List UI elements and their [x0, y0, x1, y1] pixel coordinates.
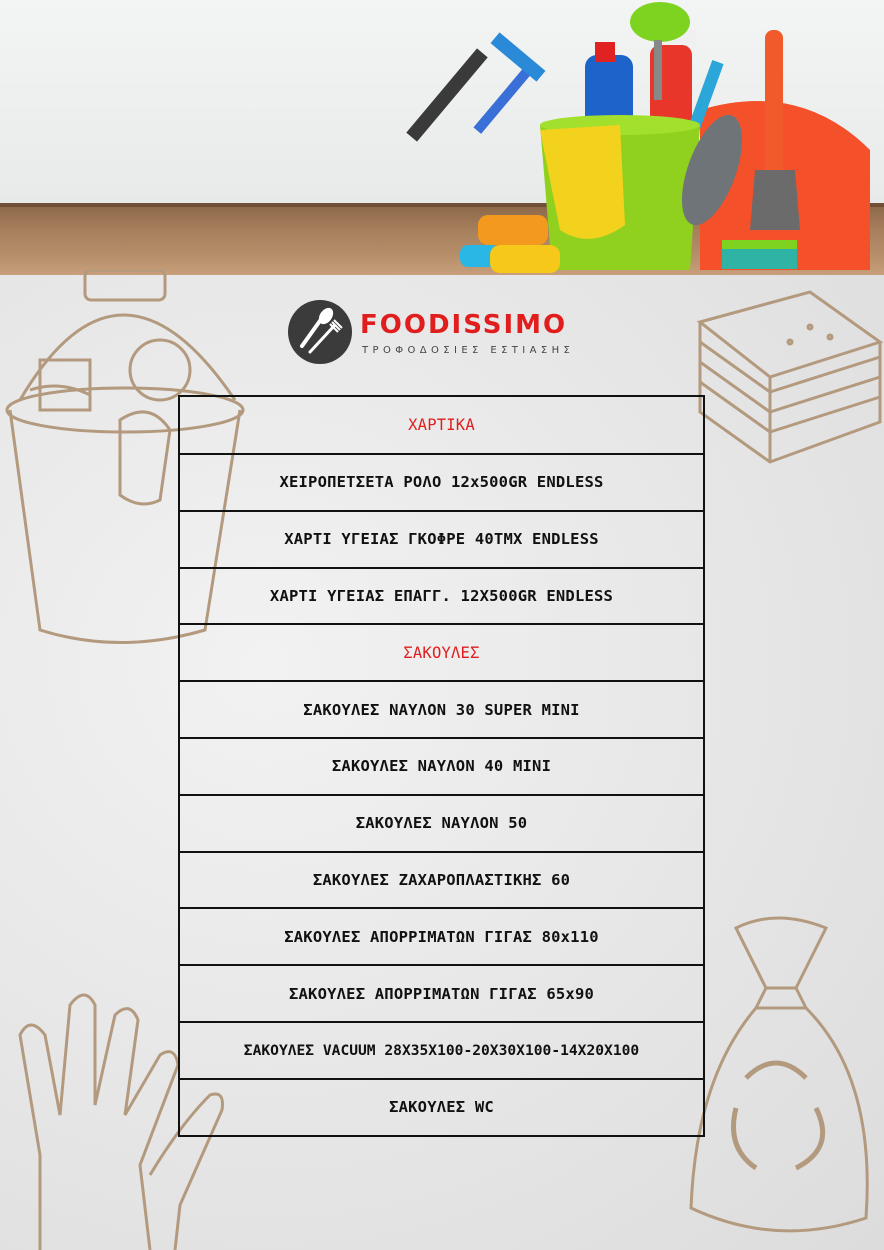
table-row: ΧΑΡΤΙ ΥΓΕΙΑΣ ΕΠΑΓΓ. 12X500GR ENDLESS: [180, 567, 703, 624]
cleaning-bucket-illustration: [0, 0, 884, 275]
table-row: ΣΑΚΟΥΛΕΣ ΝΑΥΛΟΝ 50: [180, 794, 703, 851]
table-row: ΣΑΚΟΥΛΕΣ ΝΑΥΛΟΝ 30 SUPER MINI: [180, 680, 703, 737]
table-row: ΣΑΚΟΥΛΕΣ VACUUM 28X35X100-20X30X100-14X20X100: [180, 1021, 703, 1078]
table-row: ΣΑΚΟΥΛΕΣ ΖΑΧΑΡΟΠΛΑΣΤΙΚΗΣ 60: [180, 851, 703, 908]
table-row: ΣΑΚΟΥΛΕΣ ΝΑΥΛΟΝ 40 MINI: [180, 737, 703, 794]
section-header-sakoules: ΣΑΚΟΥΛΕΣ: [180, 623, 703, 680]
section-header-xartika: ΧΑΡΤΙΚΑ: [408, 416, 475, 434]
paper-stack-sketch: [690, 282, 884, 467]
hero-cleaning-photo: [0, 0, 884, 275]
table-row: ΧΕΙΡΟΠΕΤΣΕΤΑ ΡΟΛΟ 12x500GR ENDLESS: [180, 453, 703, 510]
trash-bag-recycle-sketch: [676, 908, 884, 1250]
brand-tagline: ΤΡΟΦΟΔΟΣΙΕΣ ΕΣΤΙΑΣΗΣ: [362, 345, 575, 356]
product-table: [178, 395, 705, 1137]
table-row: ΣΑΚΟΥΛΕΣ ΑΠΟΡΡΙΜΑΤΩΝ ΓΙΓΑΣ 80x110: [180, 907, 703, 964]
table-row: ΣΑΚΟΥΛΕΣ WC: [180, 1078, 703, 1135]
brand-name: FOODISSIMO: [360, 310, 568, 340]
brand-logo: [288, 300, 598, 364]
table-row: ΧΑΡΤΙ ΥΓΕΙΑΣ ΓΚΟΦΡΕ 40ΤΜΧ ENDLESS: [180, 510, 703, 567]
table-row: ΣΑΚΟΥΛΕΣ ΑΠΟΡΡΙΜΑΤΩΝ ΓΙΓΑΣ 65x90: [180, 964, 703, 1021]
fork-spoon-icon: [288, 300, 352, 364]
logo-badge: [288, 300, 352, 364]
